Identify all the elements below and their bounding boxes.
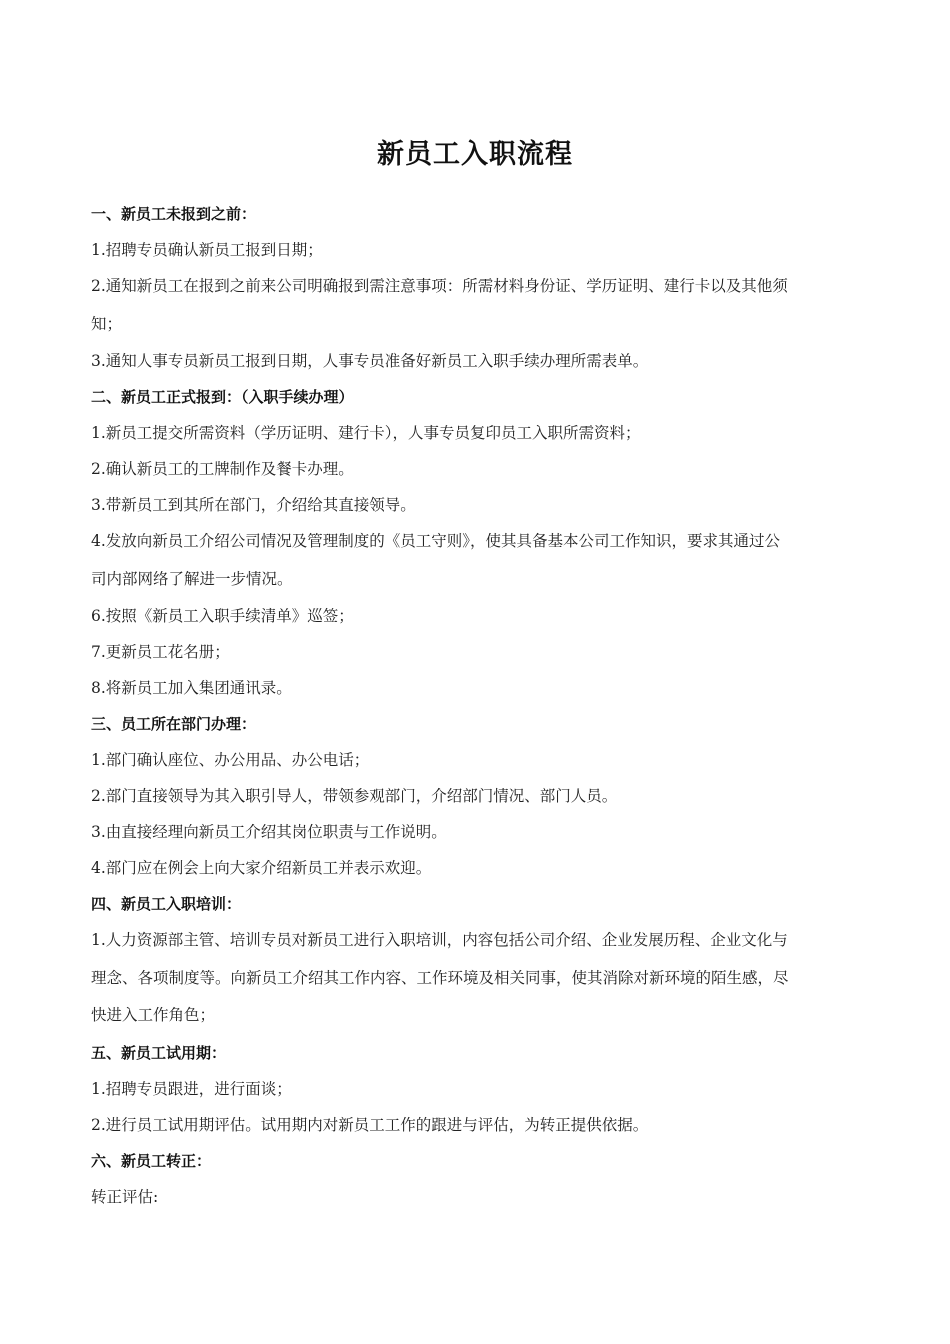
body-line: 3.通知人事专员新员工报到日期，人事专员准备好新员工入职手续办理所需表单。 (91, 352, 649, 370)
body-line: 转正评估: (91, 1187, 159, 1206)
body-line: 快进入工作角色； (91, 1006, 216, 1024)
section-heading-3: 三、员工所在部门办理： (91, 715, 257, 733)
document-title: 新员工入职流程 (377, 139, 573, 170)
body-line: 2.通知新员工在报到之前来公司明确报到需注意事项：所需材料身份证、学历证明、建行卡以及其他须 (91, 277, 788, 295)
section-heading-4: 四、新员工入职培训： (91, 895, 242, 913)
body-line: 理念、各项制度等。向新员工介绍其工作内容、工作环境及相关同事，使其消除对新环境的陌生感，尽 (91, 968, 789, 987)
body-line: 1.招聘专员跟进，进行面谈； (91, 1079, 292, 1098)
section-heading-5: 五、新员工试用期： (91, 1043, 227, 1062)
body-line: 8.将新员工加入集团通讯录。 (91, 679, 292, 697)
body-line: 3.由直接经理向新员工介绍其岗位职责与工作说明。 (91, 823, 447, 841)
body-line: 3.带新员工到其所在部门，介绍给其直接领导。 (91, 496, 416, 514)
body-line: 2.进行员工试用期评估。试用期内对新员工工作的跟进与评估，为转正提供依据。 (91, 1115, 649, 1134)
body-line: 司内部网络了解进一步情况。 (91, 569, 293, 588)
body-line: 2.部门直接领导为其入职引导人，带领参观部门，介绍部门情况、部门人员。 (91, 787, 618, 805)
section-heading-6: 六、新员工转正： (91, 1151, 212, 1170)
body-line: 7.更新员工花名册； (91, 643, 230, 661)
document-body (91, 196, 851, 1215)
section-heading-2: 二、新员工正式报到：（入职手续办理） (91, 388, 354, 406)
body-line: 1.部门确认座位、办公用品、办公电话； (91, 751, 370, 769)
body-line: 1.人力资源部主管、培训专员对新员工进行入职培训，内容包括公司介绍、企业发展历程、企业文化与 (91, 931, 788, 949)
body-line: 知； (91, 314, 123, 333)
body-line: 2.确认新员工的工牌制作及餐卡办理。 (91, 460, 354, 478)
body-line: 4.部门应在例会上向大家介绍新员工并表示欢迎。 (91, 859, 432, 877)
body-line: 6.按照《新员工入职手续清单》巡签； (91, 607, 354, 625)
section-heading-1: 一、新员工未报到之前： (91, 205, 257, 223)
body-line: 1.招聘专员确认新员工报到日期； (91, 241, 323, 259)
body-line: 4.发放向新员工介绍公司情况及管理制度的《员工守则》，使其具备基本公司工作知识，要求其通过公 (91, 532, 781, 550)
body-line: 1.新员工提交所需资料（学历证明、建行卡），人事专员复印员工入职所需资料； (91, 424, 641, 442)
